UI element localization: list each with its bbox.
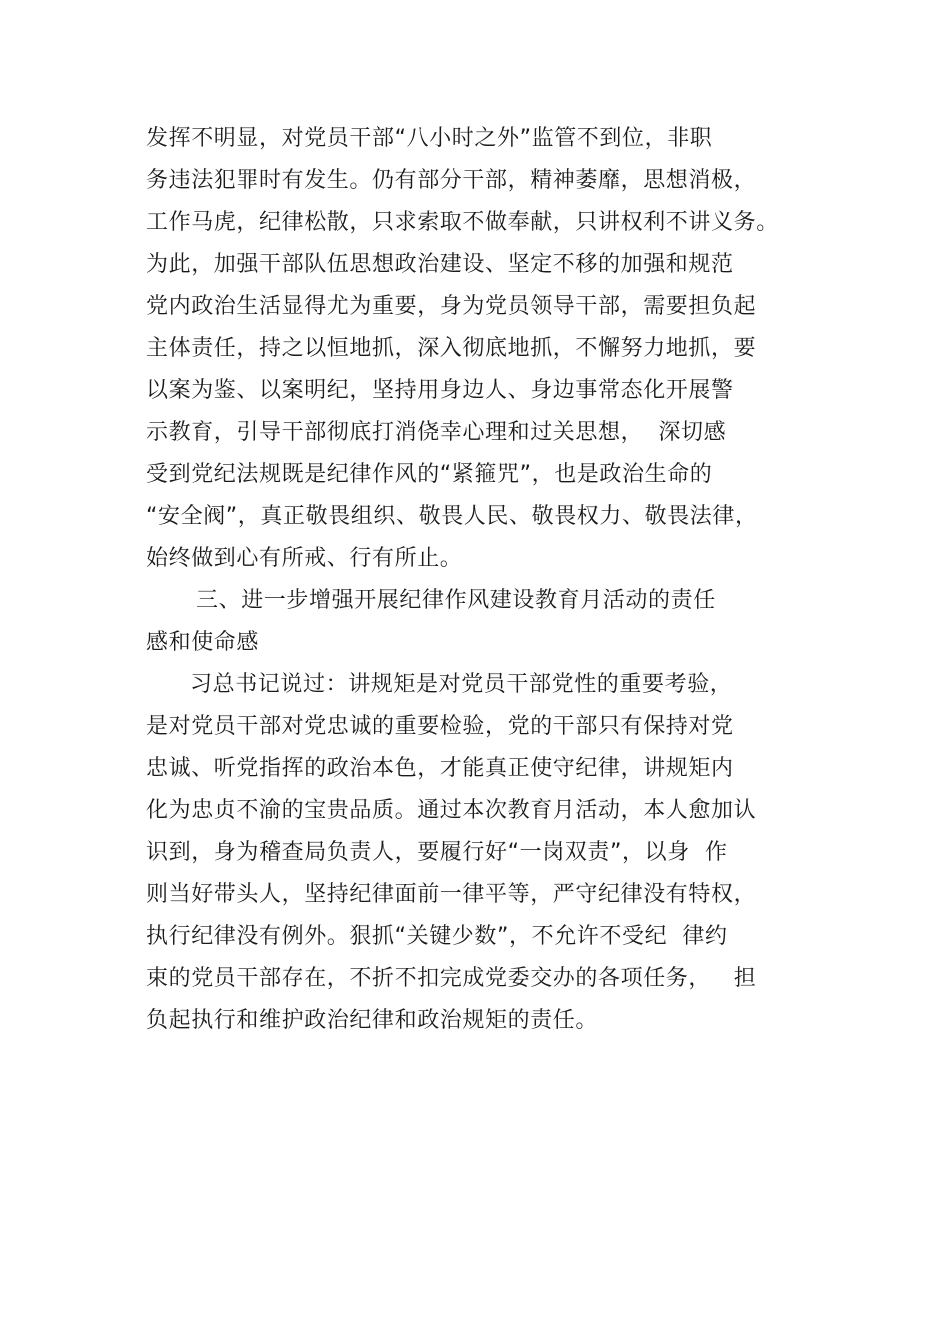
text-line: 始终做到心有所戒、行有所止。 (146, 546, 463, 571)
document-body (146, 118, 846, 1042)
text-line: 识到，身为稽查局负责人，要履行好“一岗双责”，以身 作 (146, 840, 728, 865)
text-line: 忠诚、听党指挥的政治本色，才能真正使守纪律，讲规矩内 (146, 756, 734, 781)
text-line: 负起执行和维护政治纪律和政治规矩的责任。 (146, 1008, 599, 1033)
section-heading-line: 三、进一步增强开展纪律作风建设教育月活动的责任 (196, 588, 716, 613)
text-line: 示教育，引导干部彻底打消侥幸心理和过关思想， 深切感 (146, 420, 727, 445)
text-line: 习总书记说过：讲规矩是对党员干部党性的重要考验， (190, 672, 733, 697)
text-line: 感和使命感 (146, 630, 260, 655)
text-line: 党内政治生活显得尤为重要，身为党员领导干部，需要担负起 (146, 294, 757, 319)
text-line: 以案为鉴、以案明纪，坚持用身边人、身边事常态化开展警 (146, 378, 734, 403)
text-line: 化为忠贞不渝的宝贵品质。通过本次教育月活动，本人愈加认 (146, 798, 757, 823)
text-line: 受到党纪法规既是纪律作风的“紧箍咒”，也是政治生命的 (146, 462, 713, 487)
text-line: 束的党员干部存在，不折不扣完成党委交办的各项任务， 担 (146, 966, 757, 991)
text-line: 为此，加强干部队伍思想政治建设、坚定不移的加强和规范 (146, 252, 734, 277)
text-line: “安全阀”，真正敬畏组织、敬畏人民、敬畏权力、敬畏法律， (146, 504, 758, 529)
text-line: 务违法犯罪时有发生。仍有部分干部，精神萎靡，思想消极， (146, 168, 757, 193)
text-line: 是对党员干部对党忠诚的重要检验，党的干部只有保持对党 (146, 714, 734, 739)
text-line: 执行纪律没有例外。狠抓“关键少数”，不允许不受纪 律约 (146, 924, 728, 949)
text-line: 发挥不明显，对党员干部“八小时之外”监管不到位，非职 (146, 126, 713, 151)
text-line: 主体责任，持之以恒地抓，深入彻底地抓，不懈努力地抓，要 (146, 336, 757, 361)
text-line: 则当好带头人，坚持纪律面前一律平等，严守纪律没有特权， (146, 882, 757, 907)
text-line: 工作马虎，纪律松散，只求索取不做奉献，只讲权利不讲义务。 (146, 210, 779, 235)
